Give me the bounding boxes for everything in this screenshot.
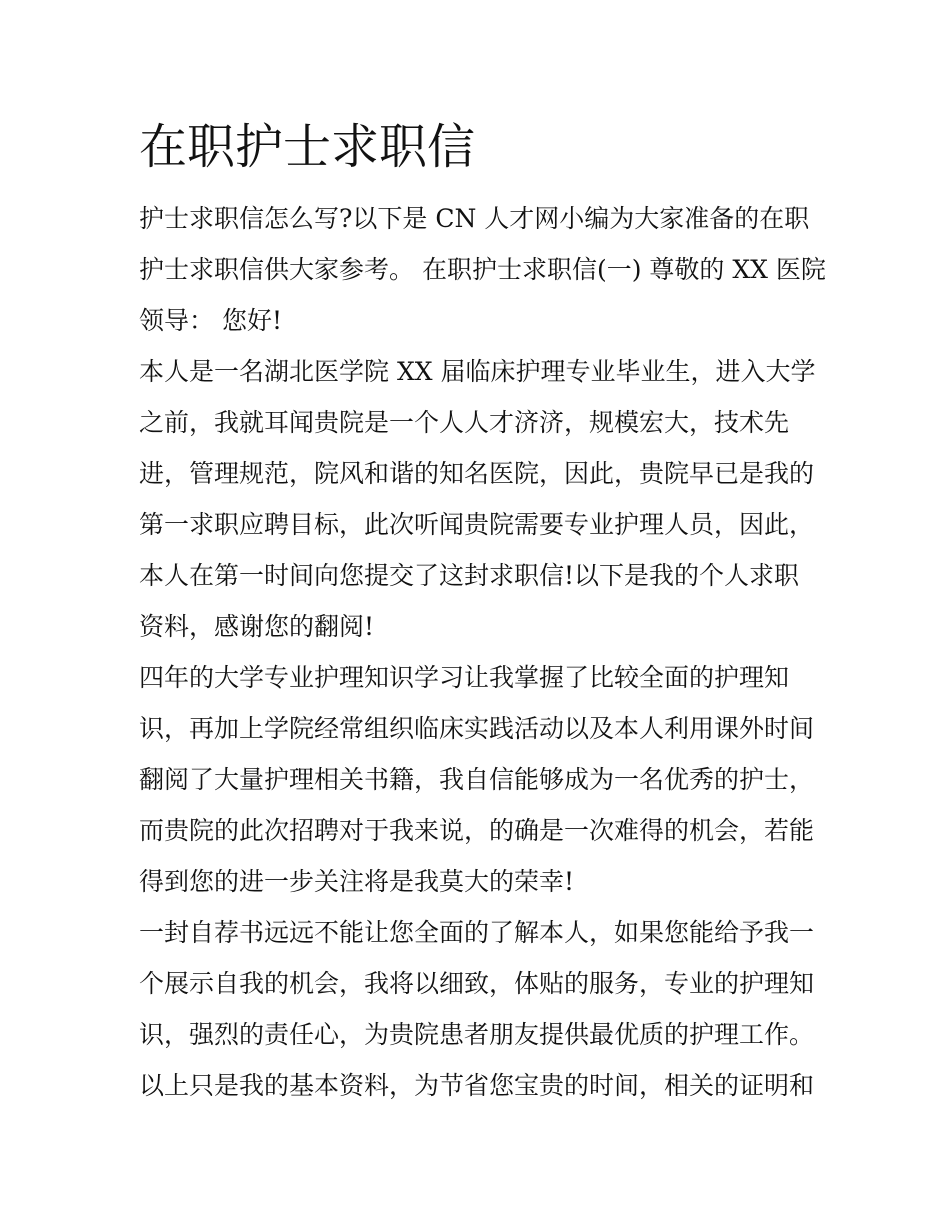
text-line-greeting: 领导： 您好! <box>139 306 282 335</box>
text-line-intro-2: 护士求职信供大家参考。 在职护士求职信(一) 尊敬的 XX 医院 <box>139 255 826 284</box>
text-line-intro-1: 护士求职信怎么写?以下是 CN 人才网小编为大家准备的在职 <box>139 204 810 233</box>
text-line-p4-1: 以上只是我的基本资料，为节省您宝贵的时间，相关的证明和 <box>139 1071 815 1100</box>
text-line-p1-6: 资料，感谢您的翻阅! <box>139 612 375 641</box>
text-line-p2-3: 翻阅了大量护理相关书籍，我自信能够成为一名优秀的护士， <box>139 765 815 794</box>
text-line-p3-2: 个展示自我的机会，我将以细致，体贴的服务，专业的护理知 <box>139 969 815 998</box>
text-line-p2-1: 四年的大学专业护理知识学习让我掌握了比较全面的护理知 <box>139 663 790 692</box>
text-line-p2-2: 识，再加上学院经常组织临床实践活动以及本人利用课外时间 <box>139 714 815 743</box>
document-title: 在职护士求职信 <box>139 119 476 175</box>
text-line-p1-4: 第一求职应聘目标，此次听闻贵院需要专业护理人员，因此， <box>139 510 815 539</box>
text-line-p3-3: 识，强烈的责任心，为贵院患者朋友提供最优质的护理工作。 <box>139 1020 815 1049</box>
text-line-p1-3: 进，管理规范，院风和谐的知名医院，因此，贵院早已是我的 <box>139 459 815 488</box>
text-line-p1-5: 本人在第一时间向您提交了这封求职信!以下是我的个人求职 <box>139 561 800 590</box>
text-line-p1-1: 本人是一名湖北医学院 XX 届临床护理专业毕业生，进入大学 <box>139 357 816 386</box>
text-line-p1-2: 之前，我就耳闻贵院是一个人人才济济，规模宏大，技术先 <box>139 408 790 437</box>
text-line-p3-1: 一封自荐书远远不能让您全面的了解本人，如果您能给予我一 <box>139 918 815 947</box>
text-line-p2-4: 而贵院的此次招聘对于我来说，的确是一次难得的机会，若能 <box>139 816 815 845</box>
text-line-p2-5: 得到您的进一步关注将是我莫大的荣幸! <box>139 867 575 896</box>
